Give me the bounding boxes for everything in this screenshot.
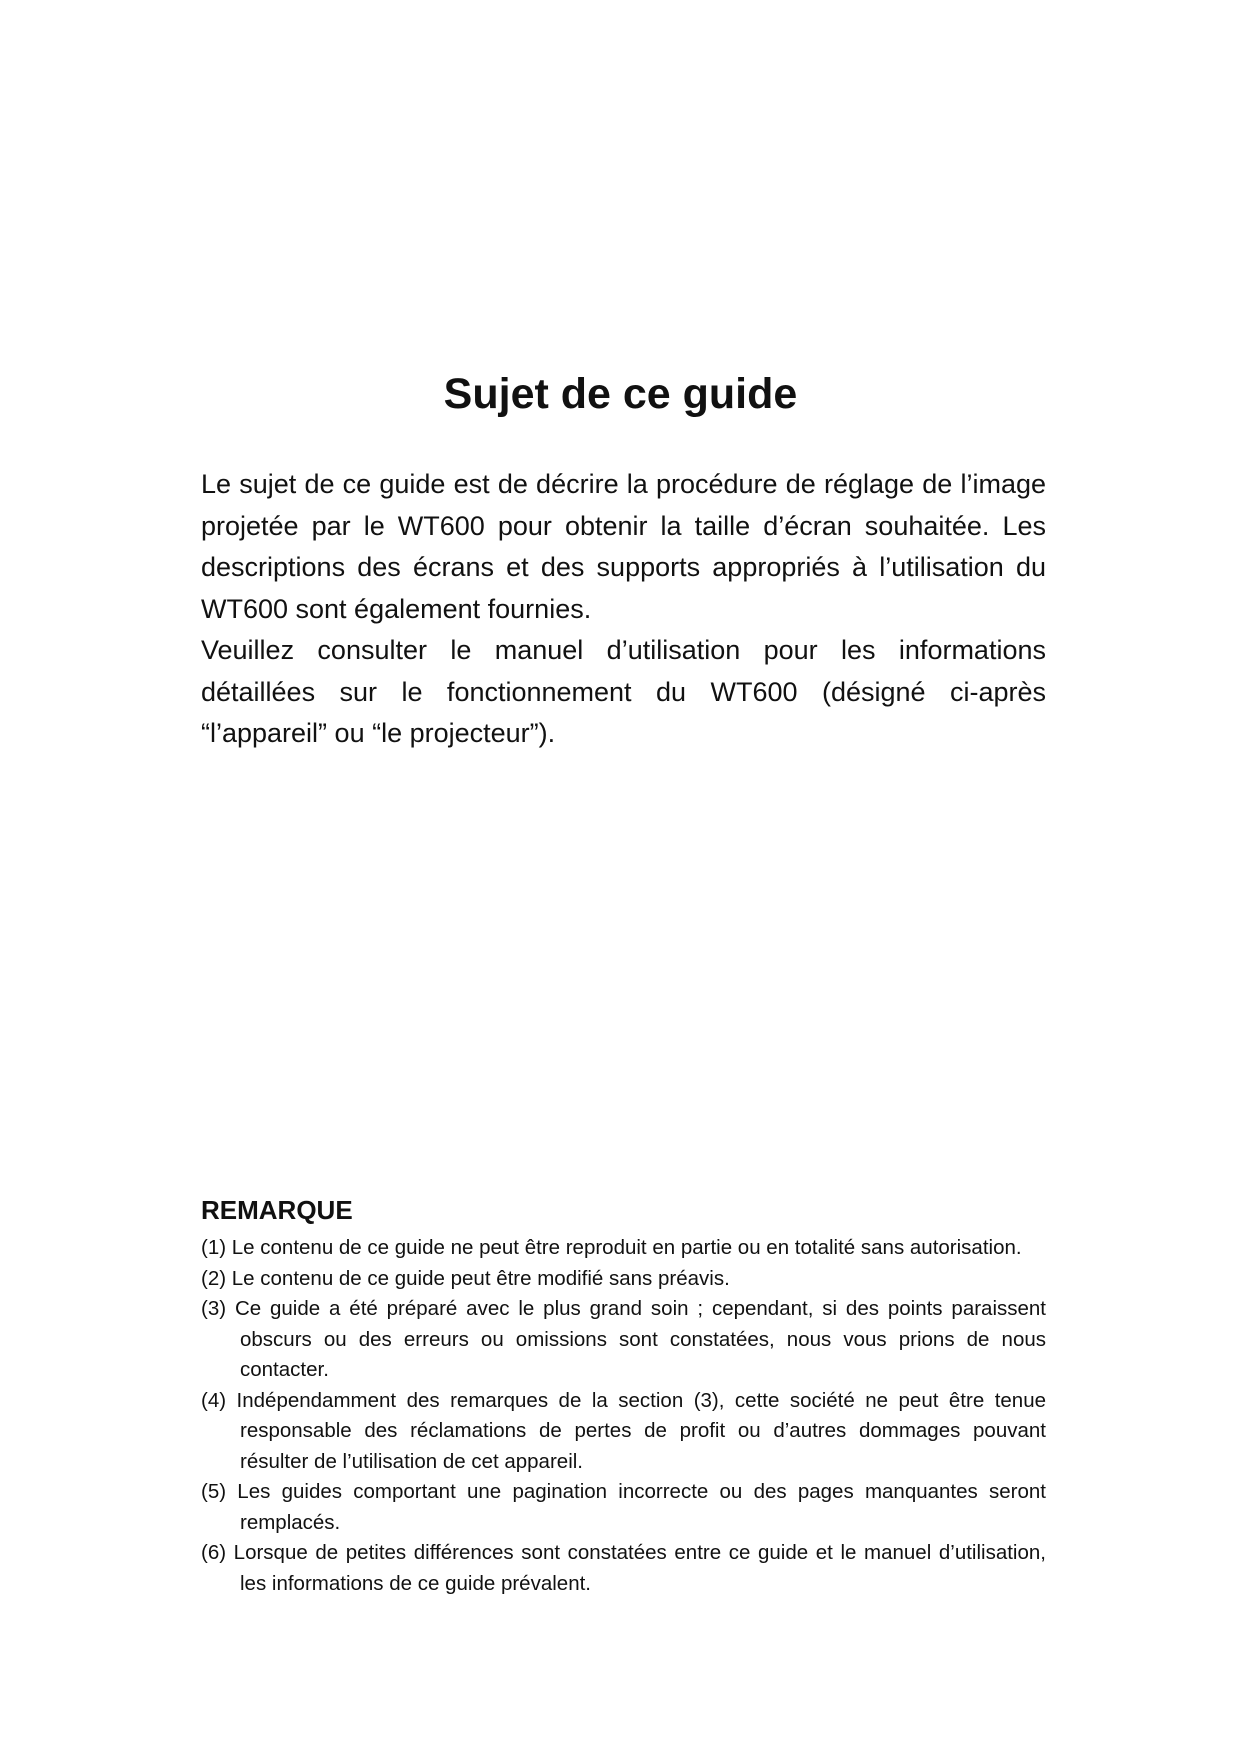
note-text: Ce guide a été préparé avec le plus grand soin ; cependant, si des points paraissent obscurs ou des erreurs ou omissions sont constatées, nous vous prions de nous contacter. — [234, 1297, 1047, 1381]
intro-section — [201, 464, 1046, 755]
note-text: Lorsque de petites différences sont constatées entre ce guide et le manuel d’utilisation, les informations de ce guide prévalent. — [233, 1541, 1046, 1595]
note-item-2 — [201, 1264, 1046, 1295]
note-item-5 — [201, 1477, 1046, 1538]
note-text: Indépendamment des remarques de la section (3), cette société ne peut être tenue responsable des réclamations de pertes de profit ou d’autres dommages pouvant résulter de l’utilisation de cet appareil. — [236, 1388, 1047, 1473]
notes-heading: REMARQUE — [201, 1195, 353, 1225]
note-number: (5) — [201, 1480, 227, 1503]
note-text: Le contenu de ce guide peut être modifié sans préavis. — [231, 1266, 730, 1290]
notes-list — [201, 1233, 1046, 1599]
notes-section — [201, 1193, 1046, 1599]
note-item-4 — [201, 1386, 1046, 1478]
note-number: (3) — [201, 1297, 227, 1320]
note-item-1 — [201, 1233, 1046, 1264]
note-item-6 — [201, 1538, 1046, 1599]
note-text: Le contenu de ce guide ne peut être reproduit en partie ou en totalité sans autorisation. — [231, 1236, 1022, 1259]
note-number: (6) — [201, 1541, 227, 1564]
intro-paragraph-1: Le sujet de ce guide est de décrire la procédure de réglage de l’image projetée par le WT600 pour obtenir la taille d’écran souhaitée. Les descriptions des écrans et des supports appropriés à l’utilisation du WT600 sont également fournies. — [201, 469, 1046, 624]
page-title: Sujet de ce guide — [443, 370, 798, 418]
intro-paragraph-2: Veuillez consulter le manuel d’utilisation pour les informations détaillées sur le fonctionnement du WT600 (désigné ci-après “l’appareil” ou “le projecteur”). — [201, 635, 1046, 748]
note-number: (4) — [201, 1388, 227, 1412]
note-item-3 — [201, 1294, 1046, 1386]
note-number: (1) — [201, 1236, 227, 1259]
note-number: (2) — [201, 1266, 227, 1290]
note-text: Les guides comportant une pagination incorrecte ou des pages manquantes seront remplacés. — [237, 1480, 1046, 1534]
